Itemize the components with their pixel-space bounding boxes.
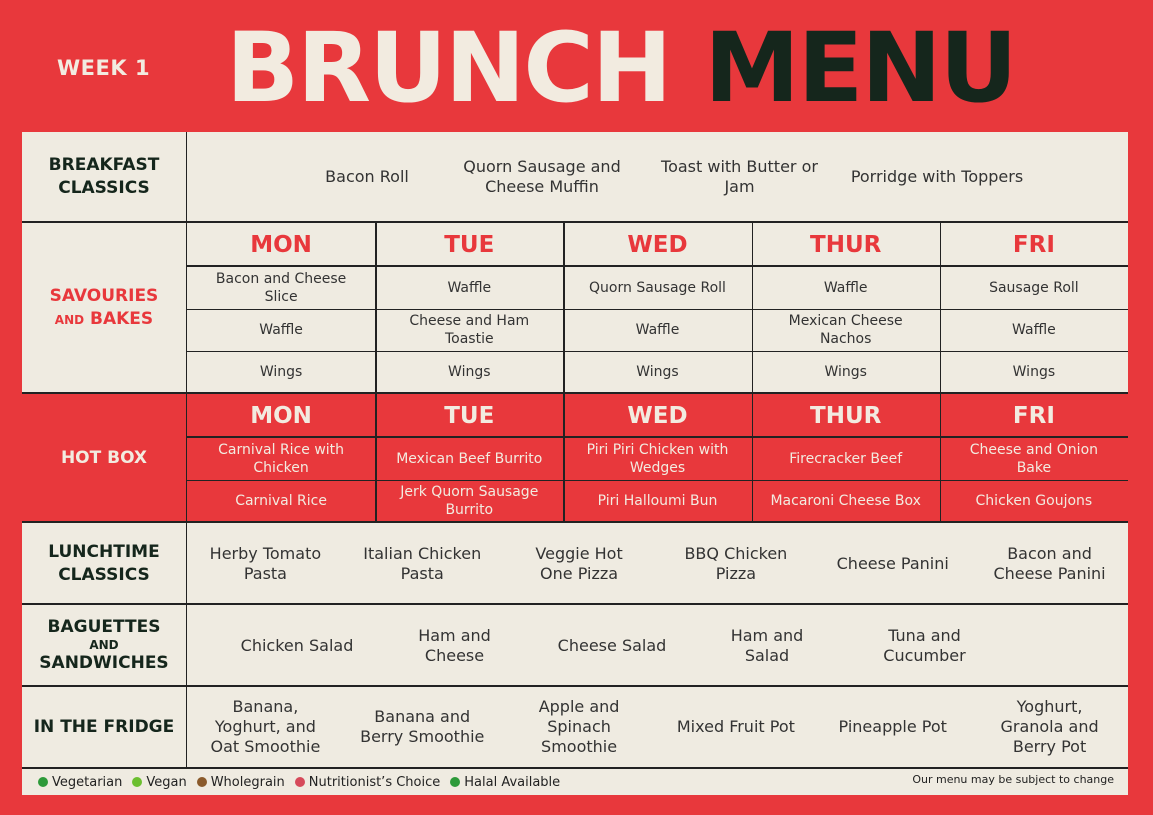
column-divider xyxy=(940,394,942,522)
column-divider xyxy=(752,223,754,393)
savouries-label xyxy=(22,223,187,393)
day-header: FRI xyxy=(1012,231,1055,258)
legend-item xyxy=(132,775,186,790)
legend-label: Vegetarian xyxy=(52,774,123,790)
menu-item: Cheese and Ham Toastie xyxy=(409,313,530,347)
page-title xyxy=(226,12,1016,124)
menu-item: Carnival Rice with Chicken xyxy=(218,441,345,476)
day-header: WED xyxy=(627,402,688,429)
column-divider xyxy=(752,394,754,522)
legend-item xyxy=(38,775,122,790)
label-and: AND xyxy=(89,638,119,652)
menu-item: Apple and Spinach Smoothie xyxy=(538,697,620,756)
legend-icon xyxy=(197,777,207,787)
title-brunch: BRUNCH xyxy=(226,12,671,124)
menu-item: Wings xyxy=(259,364,303,380)
lunchtime-items xyxy=(187,523,1128,604)
legend-icon xyxy=(38,777,48,787)
legend-label: Wholegrain xyxy=(210,774,285,790)
menu-item: Waffle xyxy=(1012,322,1056,338)
menu-item: BBQ Chicken Pizza xyxy=(684,543,788,583)
legend-item xyxy=(450,775,560,790)
menu-item: Waffle xyxy=(447,279,492,296)
label-line: BAKES xyxy=(90,308,154,329)
menu-item: Herby Tomato Pasta xyxy=(209,543,322,583)
legend-icon xyxy=(132,777,142,787)
breakfast-section xyxy=(22,132,1128,222)
day-header: MON xyxy=(250,231,312,258)
day-header: THUR xyxy=(810,231,882,258)
breakfast-items xyxy=(187,132,1128,222)
legend-label: Nutritionist’s Choice xyxy=(308,774,441,790)
menu-item: Toast with Butter or Jam xyxy=(661,157,818,196)
menu-item: Wings xyxy=(1012,364,1056,380)
label-line: CLASSICS xyxy=(58,178,150,198)
fridge-items xyxy=(187,687,1128,767)
menu-item: Macaroni Cheese Box xyxy=(770,493,921,509)
week-label: WEEK 1 xyxy=(57,56,151,80)
savouries-grid xyxy=(187,223,1128,393)
menu-item: Italian Chicken Pasta xyxy=(363,543,482,583)
column-divider xyxy=(375,394,377,522)
column-divider xyxy=(563,223,565,393)
menu-item: Bacon and Cheese Slice xyxy=(215,270,347,305)
menu-item: Mexican Beef Burrito xyxy=(396,450,543,467)
day-header: FRI xyxy=(1012,402,1055,429)
hotbox-label: HOT BOX xyxy=(22,394,187,522)
savouries-section xyxy=(22,221,1128,393)
menu-item: Mexican Cheese Nachos xyxy=(788,313,903,347)
hotbox-grid xyxy=(187,394,1128,522)
breakfast-label xyxy=(22,132,187,222)
menu-item: Yoghurt, Granola and Berry Pot xyxy=(1000,697,1099,756)
day-header: TUE xyxy=(444,402,495,429)
label-line: SAVOURIES xyxy=(49,285,159,306)
menu-item: Mixed Fruit Pot xyxy=(676,717,795,736)
menu-item: Waffle xyxy=(823,279,868,296)
menu-item: Banana, Yoghurt, and Oat Smoothie xyxy=(210,697,321,756)
menu-item: Cheese and Onion Bake xyxy=(969,441,1099,476)
day-header: MON xyxy=(250,402,312,429)
label-line: SANDWICHES xyxy=(39,653,169,673)
menu-item: Bacon Roll xyxy=(325,167,409,186)
menu-item: Pineapple Pot xyxy=(838,717,947,736)
menu-item: Cheese Panini xyxy=(836,553,949,573)
menu-board xyxy=(22,132,1128,795)
menu-item: Banana and Berry Smoothie xyxy=(360,707,485,746)
menu-item: Wings xyxy=(448,364,491,380)
column-divider xyxy=(563,394,565,522)
hotbox-section xyxy=(22,392,1128,522)
footer xyxy=(22,767,1128,795)
label-line: CLASSICS xyxy=(58,564,150,585)
menu-item: Wings xyxy=(636,364,679,380)
menu-item: Firecracker Beef xyxy=(789,450,903,467)
disclaimer-note: Our menu may be subject to change xyxy=(912,773,1114,786)
menu-item: Cheese Salad xyxy=(557,635,667,655)
legend-label: Halal Available xyxy=(464,774,561,790)
legend-icon xyxy=(450,777,460,787)
menu-item: Waffle xyxy=(635,322,680,338)
menu-item: Ham and Salad xyxy=(730,625,804,665)
lunchtime-label xyxy=(22,523,187,604)
menu-item: Tuna and Cucumber xyxy=(883,625,966,665)
menu-item: Wings xyxy=(824,364,867,380)
menu-item: Waffle xyxy=(259,322,303,338)
day-header: THUR xyxy=(810,402,882,429)
menu-item: Carnival Rice xyxy=(235,493,327,509)
title-menu: MENU xyxy=(704,12,1016,124)
column-divider xyxy=(375,223,377,393)
menu-item: Piri Piri Chicken with Wedges xyxy=(586,441,729,476)
legend-label: Vegan xyxy=(146,774,187,790)
fridge-section xyxy=(22,685,1128,767)
menu-item: Bacon and Cheese Panini xyxy=(993,543,1106,583)
menu-item: Sausage Roll xyxy=(989,279,1079,296)
fridge-label: IN THE FRIDGE xyxy=(22,687,187,767)
label-line: BAGUETTES xyxy=(47,617,161,637)
day-header: WED xyxy=(627,231,688,258)
day-header: TUE xyxy=(444,231,495,258)
menu-item: Porridge with Toppers xyxy=(850,167,1024,186)
baguettes-label xyxy=(22,605,187,686)
dietary-legend xyxy=(38,775,570,790)
legend-item xyxy=(295,775,440,790)
column-divider xyxy=(940,223,942,393)
menu-item: Ham and Cheese xyxy=(418,625,491,665)
menu-item: Chicken Salad xyxy=(240,635,354,655)
label-line: BREAKFAST xyxy=(48,155,160,175)
baguettes-section xyxy=(22,603,1128,686)
menu-item: Jerk Quorn Sausage Burrito xyxy=(400,484,539,518)
lunchtime-section xyxy=(22,521,1128,604)
label-and: AND xyxy=(54,312,85,327)
menu-item: Piri Halloumi Bun xyxy=(597,493,718,509)
legend-item xyxy=(197,775,285,790)
menu-item: Veggie Hot One Pizza xyxy=(535,543,623,583)
baguettes-items xyxy=(187,605,1128,686)
menu-item: Quorn Sausage Roll xyxy=(589,279,726,296)
menu-item: Chicken Goujons xyxy=(975,493,1093,509)
legend-icon xyxy=(295,777,305,787)
menu-item: Quorn Sausage and Cheese Muffin xyxy=(463,157,621,196)
label-line: LUNCHTIME xyxy=(48,541,160,562)
